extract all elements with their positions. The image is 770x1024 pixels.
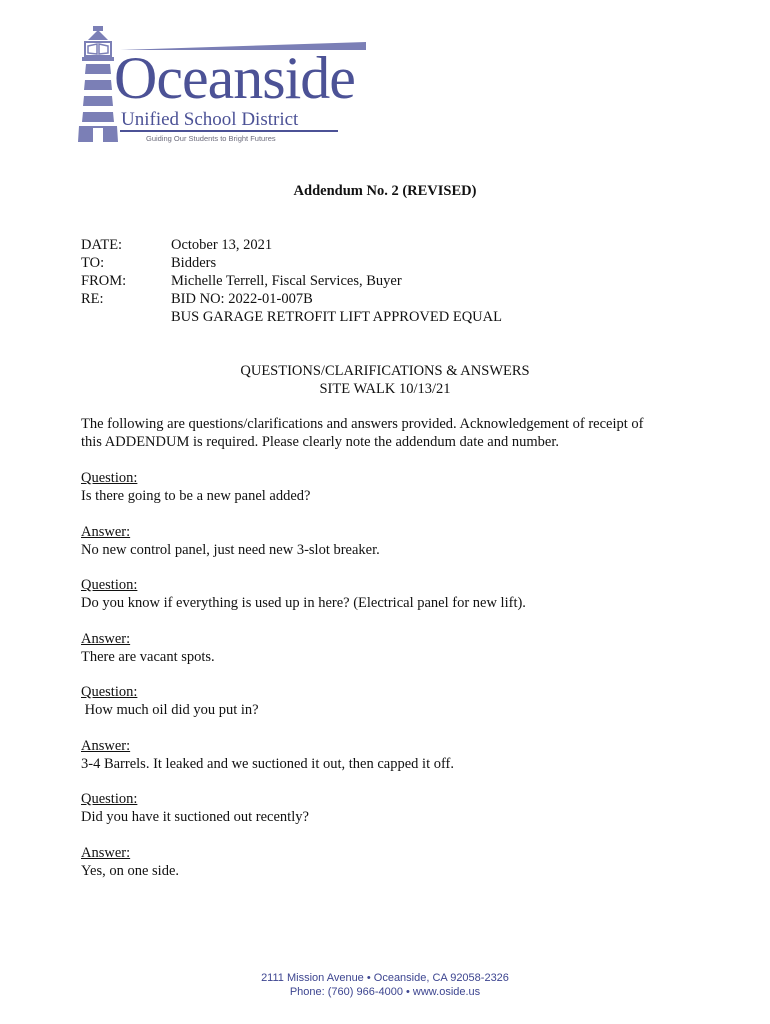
qa-label: Question:: [81, 470, 138, 486]
qa-item: [81, 737, 691, 773]
date-value: October 13, 2021: [171, 237, 273, 253]
logo-district: Unified School District: [121, 109, 299, 130]
re-value-bid-number: BID NO: 2022-01-007B: [171, 291, 313, 307]
qa-item: [81, 683, 691, 719]
logo-underline: [120, 130, 338, 132]
document-title: Addendum No. 2 (REVISED): [293, 183, 477, 199]
qa-text: Yes, on one side.: [81, 862, 180, 879]
to-label: TO:: [81, 255, 105, 271]
qa-label: Answer:: [81, 737, 131, 754]
qa-label: Question:: [81, 791, 138, 807]
qa-item: [81, 844, 691, 880]
re-value-bid-title: BUS GARAGE RETROFIT LIFT APPROVED EQUAL: [171, 309, 502, 325]
logo-name: Oceanside: [114, 45, 355, 111]
intro-line-2: this ADDENDUM is required. Please clearly note the addendum date and number.: [81, 434, 559, 450]
qa-text: Do you know if everything is used up in here? (Electrical panel for new lift).: [81, 595, 526, 611]
logo-tagline: Guiding Our Students to Bright Futures: [146, 134, 276, 143]
qa-label: Answer:: [81, 630, 131, 647]
qa-item: [81, 576, 691, 612]
to-value: Bidders: [171, 255, 217, 271]
section-heading: [0, 362, 770, 398]
qa-label: Answer:: [81, 844, 131, 861]
section-heading-line-2: SITE WALK 10/13/21: [319, 381, 451, 397]
qa-item: [81, 523, 691, 559]
letterhead-logo: [76, 26, 355, 150]
qa-label: Answer:: [81, 523, 131, 540]
qa-text: Is there going to be a new panel added?: [81, 488, 311, 504]
re-label: RE:: [81, 291, 104, 307]
from-value: Michelle Terrell, Fiscal Services, Buyer: [171, 273, 402, 289]
page-footer: [0, 971, 770, 999]
qa-list: [81, 469, 691, 897]
section-heading-line-1: QUESTIONS/CLARIFICATIONS & ANSWERS: [240, 363, 530, 379]
qa-item: [81, 469, 691, 505]
intro-paragraph: [81, 415, 691, 451]
footer-contact: Phone: (760) 966-4000 • www.oside.us: [289, 986, 481, 998]
from-label: FROM:: [81, 273, 127, 289]
footer-address: 2111 Mission Avenue • Oceanside, CA 92058-2326: [261, 972, 509, 984]
qa-item: [81, 630, 691, 666]
qa-text: How much oil did you put in?: [81, 702, 259, 718]
intro-line-1: The following are questions/clarifications and answers provided. Acknowledgement of receipt of: [81, 416, 644, 432]
qa-text: 3-4 Barrels. It leaked and we suctioned it out, then capped it off.: [81, 755, 454, 772]
qa-label: Question:: [81, 577, 138, 593]
qa-text: Did you have it suctioned out recently?: [81, 809, 309, 825]
qa-text: No new control panel, just need new 3-slot breaker.: [81, 541, 380, 558]
qa-text: There are vacant spots.: [81, 648, 215, 665]
qa-item: [81, 790, 691, 826]
date-label: DATE:: [81, 237, 123, 253]
qa-label: Question:: [81, 684, 138, 700]
